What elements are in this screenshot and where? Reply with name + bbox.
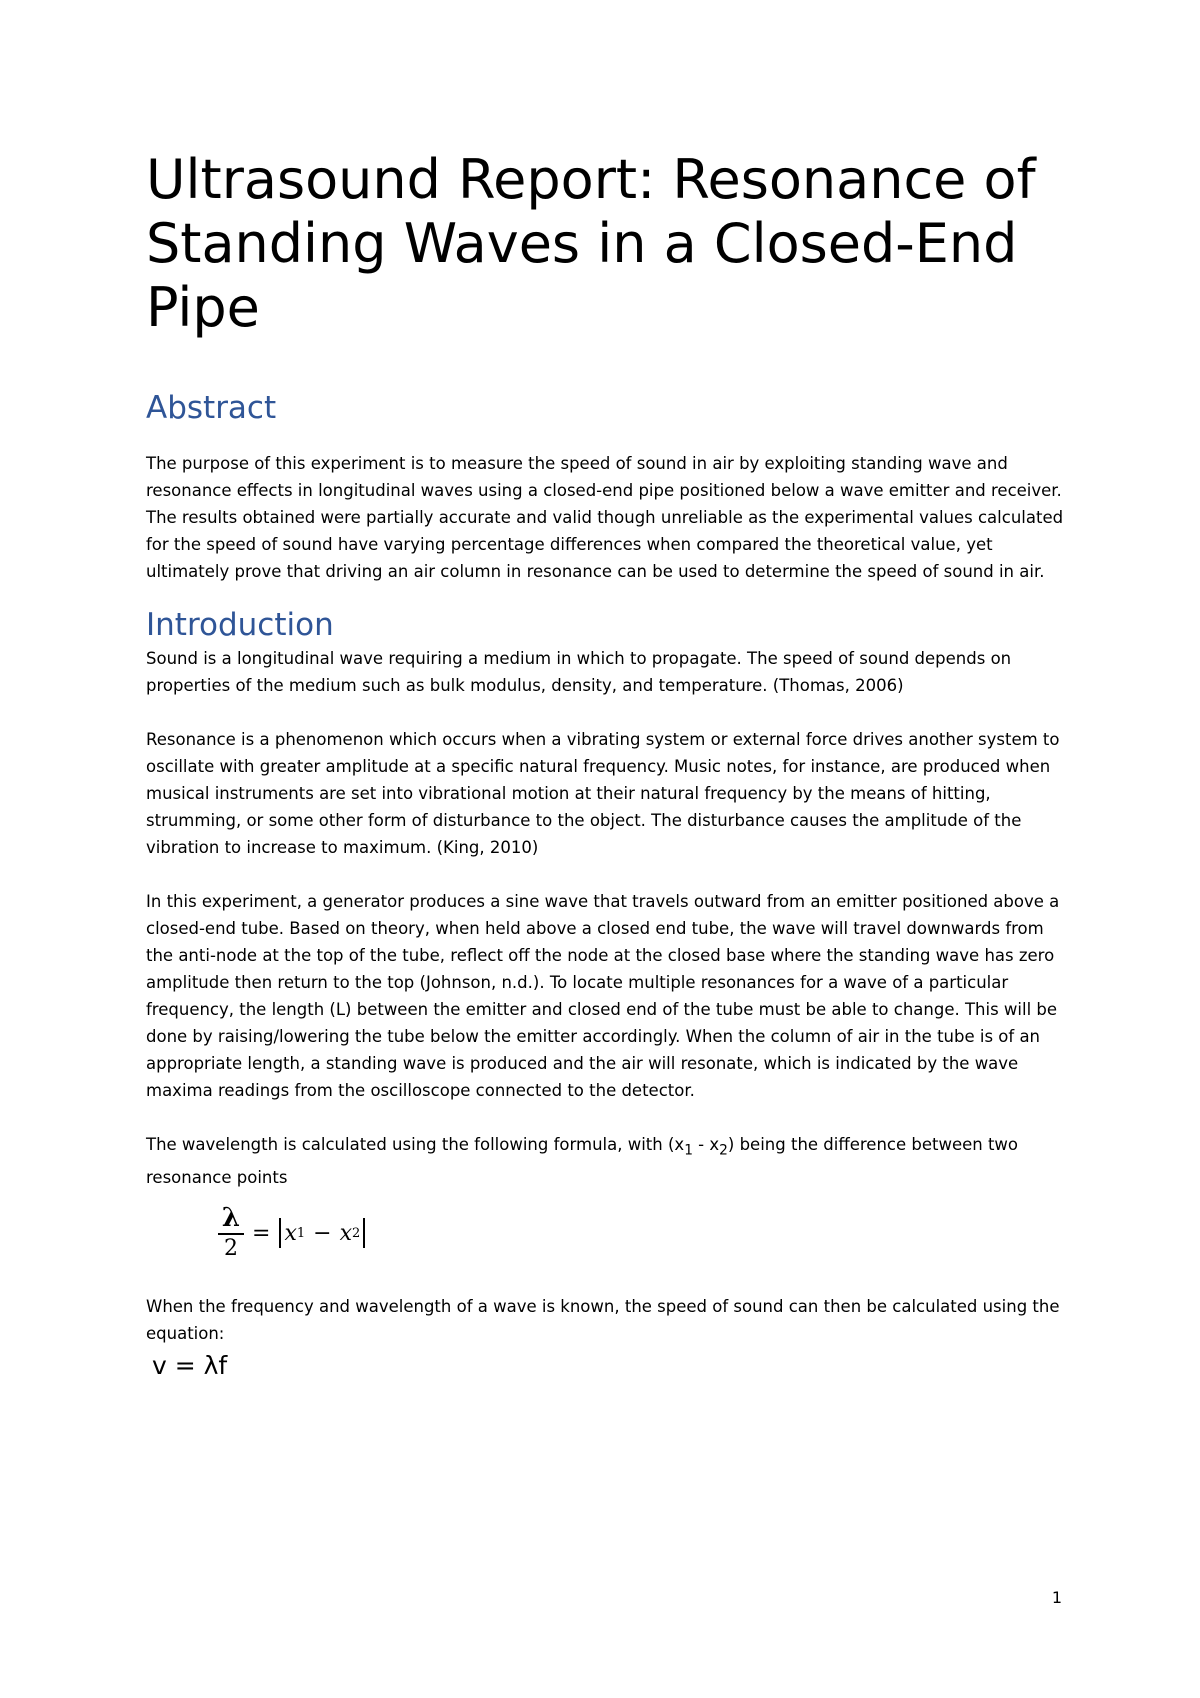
paragraph-spacer bbox=[146, 699, 1066, 726]
intro-paragraph-4 bbox=[146, 1131, 1066, 1191]
p4-subscript-1: 1 bbox=[684, 1142, 693, 1159]
absolute-value-expression bbox=[276, 1218, 368, 1248]
fraction-denominator: 2 bbox=[224, 1236, 238, 1262]
intro-paragraph-3: In this experiment, a generator produces a sine wave that travels outward from an emitter positioned above a closed-end tube. Based on theory, when held above a closed end tube, the wave will travel downwards from the anti-node at the top of the tube, reflect off the node at the closed base where the standing wave has zero amplitude then return to the top (Johnson, n.d.). To locate multiple resonances for a wave of a particular frequency, the length (L) between the emitter and closed end of the tube must be able to change. This will be done by raising/lowering the tube below the emitter accordingly. When the column of air in the tube is of an appropriate length, a standing wave is produced and the air will resonate, which is indicated by the wave maxima readings from the oscilloscope connected to the detector. bbox=[146, 892, 1060, 1100]
speed-formula: v = λf bbox=[152, 1351, 228, 1381]
p4-text-before: The wavelength is calculated using the following formula, with (x bbox=[146, 1135, 685, 1154]
page-number: 1 bbox=[1051, 1588, 1062, 1607]
p4-subscript-2: 2 bbox=[719, 1142, 728, 1159]
variable-x1-subscript: 1 bbox=[296, 1225, 306, 1241]
p4-text-after: ) being the difference between two resonance points bbox=[146, 1135, 1019, 1188]
variable-x1: x bbox=[284, 1220, 297, 1246]
intro-paragraph-1: Sound is a longitudinal wave requiring a medium in which to propagate. The speed of sound depends on properties of the medium such as bulk modulus, density, and temperature. (Thomas, 2006) bbox=[146, 649, 1012, 695]
wavelength-formula bbox=[218, 1197, 1066, 1269]
intro-paragraph-2: Resonance is a phenomenon which occurs when a vibrating system or external force drives another system to oscillate with greater amplitude at a specific natural frequency. Music notes, for instance, are produced when musical instruments are set into vibrational motion at their natural frequency by the means of hitting, strumming, or some other form of disturbance to the object. The disturbance causes the amplitude of the vibration to increase to maximum. (King, 2010) bbox=[146, 730, 1060, 857]
intro-paragraph-5: When the frequency and wavelength of a wave is known, the speed of sound can then be calculated using the equation: bbox=[146, 1297, 1060, 1344]
variable-x2-subscript: 2 bbox=[352, 1225, 361, 1241]
introduction-heading: Introduction bbox=[146, 607, 334, 643]
paragraph-spacer bbox=[146, 1104, 1066, 1131]
p4-text-middle: - x bbox=[692, 1135, 720, 1154]
absolute-bar-left bbox=[279, 1218, 281, 1248]
paragraph-spacer bbox=[146, 861, 1066, 888]
fraction bbox=[218, 1203, 244, 1263]
minus-sign: − bbox=[313, 1220, 332, 1246]
equals-sign: = bbox=[252, 1220, 271, 1246]
abstract-heading: Abstract bbox=[146, 390, 277, 426]
abstract-paragraph: The purpose of this experiment is to measure the speed of sound in air by exploiting standing wave and resonance effects in longitudinal waves using a closed-end pipe positioned below a wave emitter and receiver. The results obtained were partially accurate and valid though unreliable as the experimental values calculated for the speed of sound have varying percentage differences when compared the theoretical value, yet ultimately prove that driving an air column in resonance can be used to determine the speed of sound in air. bbox=[146, 454, 1064, 581]
absolute-bar-right bbox=[363, 1218, 365, 1248]
variable-x2: x bbox=[339, 1220, 352, 1246]
fraction-numerator: λ bbox=[221, 1203, 241, 1234]
document-title: Ultrasound Report: Resonance of Standing Waves in a Closed-End Pipe bbox=[146, 148, 1036, 339]
page-content bbox=[146, 148, 1066, 1383]
